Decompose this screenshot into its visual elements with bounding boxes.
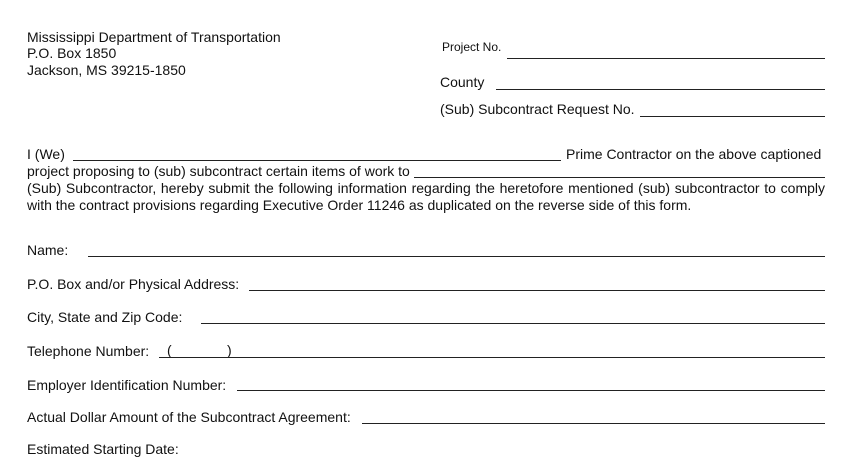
request-no-field[interactable] [640,116,825,117]
telephone-field[interactable] [159,357,825,358]
area-code-open-paren: ( [167,342,172,358]
ein-label: Employer Identification Number: [27,377,227,393]
ein-field[interactable] [237,390,825,391]
agency-name: Mississippi Department of Transportation [27,29,281,45]
name-label: Name: [27,242,69,258]
we-label: I (We) [27,146,65,162]
amount-label: Actual Dollar Amount of the Subcontract Agreement: [27,409,351,425]
agency-city: Jackson, MS 39215-1850 [27,62,186,78]
amount-field[interactable] [362,423,825,424]
start-date-label: Estimated Starting Date: [27,441,179,457]
address-label: P.O. Box and/or Physical Address: [27,276,240,292]
project-no-field[interactable] [507,58,825,59]
name-field[interactable] [88,256,825,257]
address-field[interactable] [249,290,825,291]
agency-po-box: P.O. Box 1850 [27,45,117,61]
prime-contractor-text: Prime Contractor on the above captioned [566,146,822,162]
county-field[interactable] [496,89,825,90]
prime-contractor-field[interactable] [73,160,561,161]
city-state-zip-label: City, State and Zip Code: [27,309,183,325]
intro-line-2: project proposing to (sub) subcontract certain items of work to [27,163,410,179]
request-no-label: (Sub) Subcontract Request No. [440,101,635,117]
area-code-close-paren: ) [227,342,232,358]
subcontractor-field[interactable] [414,177,825,178]
county-label: County [440,74,485,90]
project-no-label: Project No. [442,40,502,54]
intro-line-4: with the contract provisions regarding Executive Order 11246 as duplicated on the reverse side of this form. [27,197,692,213]
city-state-zip-field[interactable] [201,323,825,324]
intro-line-3: (Sub) Subcontractor, hereby submit the following information regarding the heretofore mentioned (sub) subcontractor to comply [27,180,825,196]
telephone-label: Telephone Number: [27,343,150,359]
